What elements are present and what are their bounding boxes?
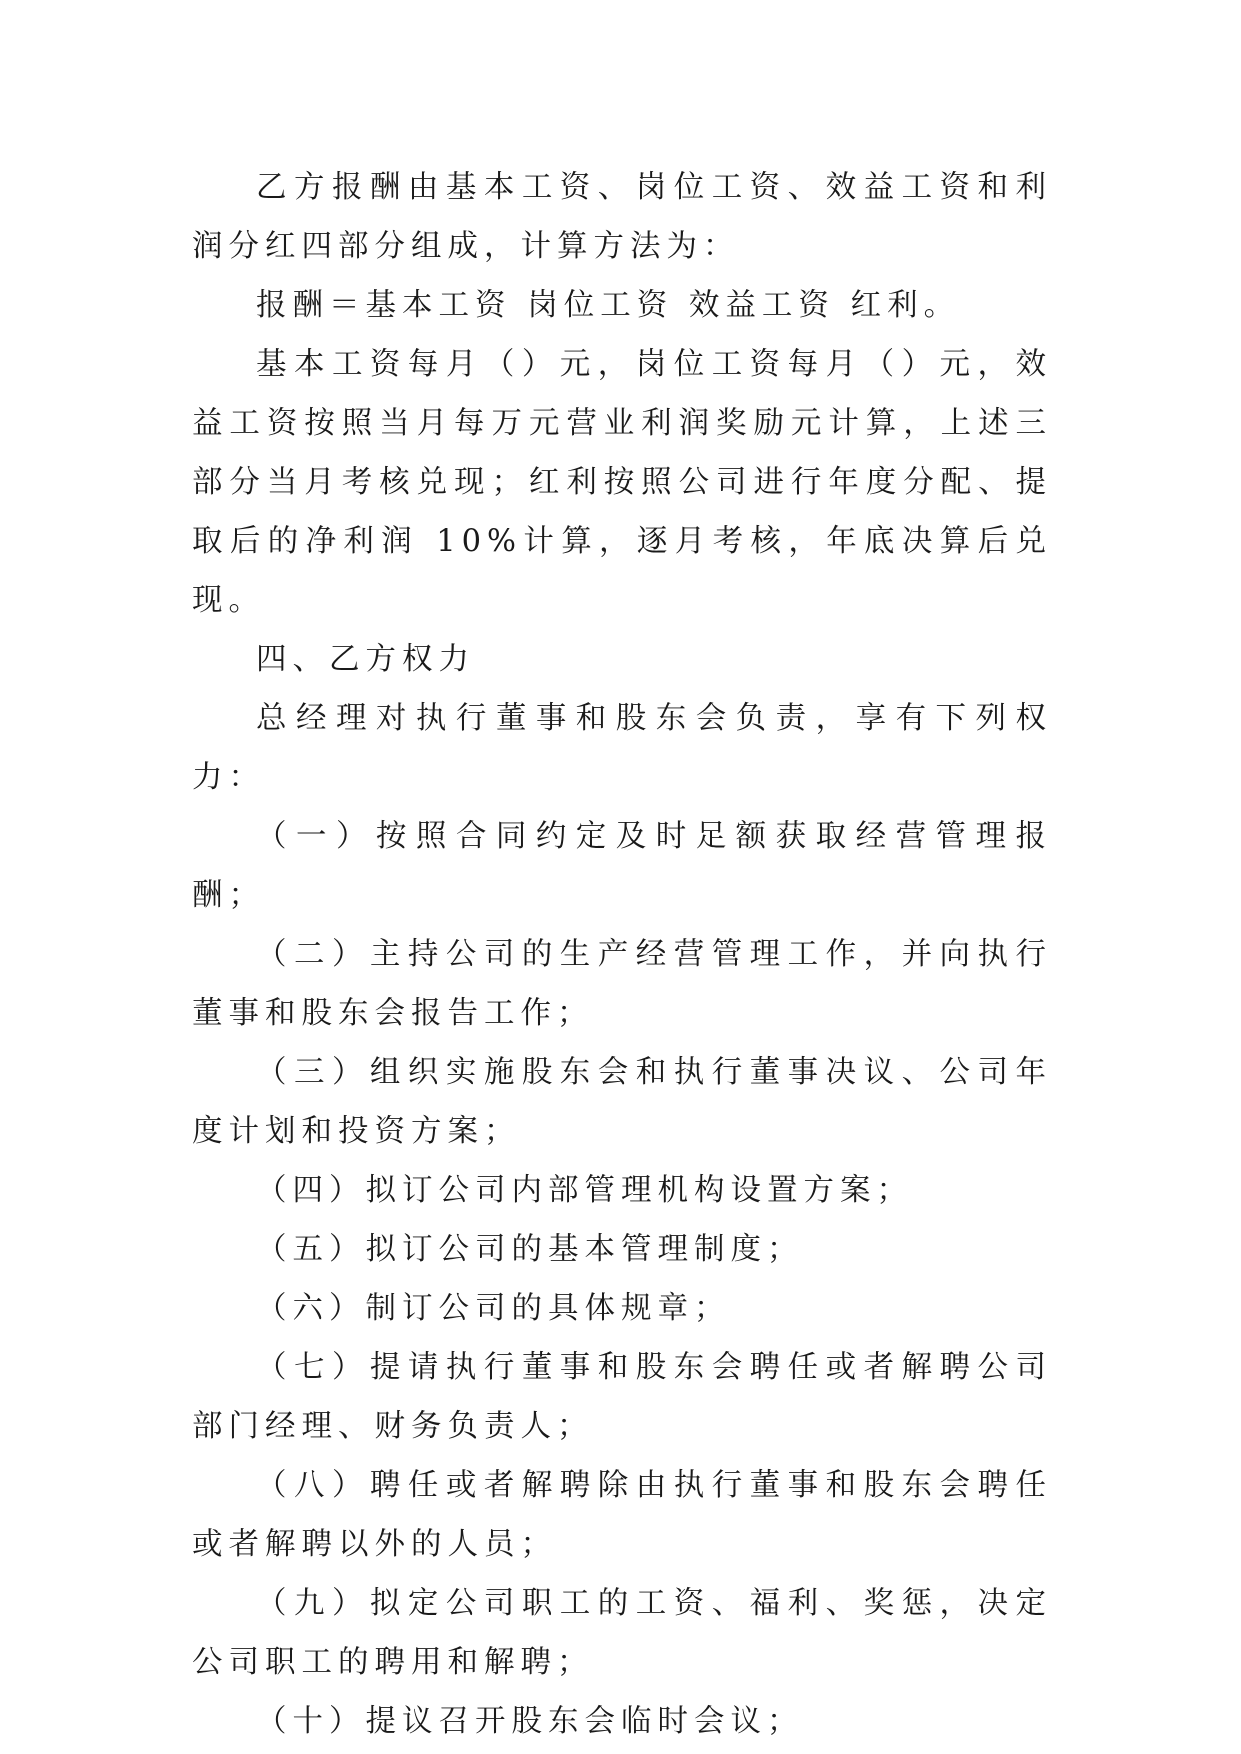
list-item-power-3: （三）组织实施股东会和执行董事决议、公司年度计划和投资方案； — [192, 1055, 1052, 1149]
list-item-power-10: （十）提议召开股东会临时会议； — [256, 1704, 804, 1739]
paragraph-remuneration-composition: 乙方报酬由基本工资、岗位工资、效益工资和利润分红四部分组成，计算方法为： — [192, 170, 1052, 264]
list-item-power-6: （六）制订公司的具体规章； — [256, 1291, 731, 1326]
paragraph-remuneration-formula: 报酬＝基本工资 岗位工资 效益工资 红利。 — [256, 288, 961, 323]
list-item-power-9: （九）拟定公司职工的工资、福利、奖惩，决定公司职工的聘用和解聘； — [192, 1586, 1052, 1680]
paragraph-salary-details: 基本工资每月（）元，岗位工资每月（）元，效益工资按照当月每万元营业利润奖励元计算，上述三部分当月考核兑现；红利按照公司进行年度分配、提取后的净利润 10%计算，逐月考核，年底决算后兑现。 — [192, 347, 1052, 618]
paragraph-powers-intro: 总经理对执行董事和股东会负责，享有下列权力： — [192, 701, 1052, 795]
list-item-power-5: （五）拟订公司的基本管理制度； — [256, 1232, 804, 1267]
list-item-power-7: （七）提请执行董事和股东会聘任或者解聘公司部门经理、财务负责人； — [192, 1350, 1052, 1444]
list-item-power-1: （一）按照合同约定及时足额获取经营管理报酬； — [192, 819, 1052, 913]
document-body — [192, 158, 1052, 1751]
list-item-power-4: （四）拟订公司内部管理机构设置方案； — [256, 1173, 913, 1208]
list-item-power-2: （二）主持公司的生产经营管理工作，并向执行董事和股东会报告工作； — [192, 937, 1052, 1031]
section-heading-party-b-powers: 四、乙方权力 — [256, 642, 475, 677]
list-item-power-8: （八）聘任或者解聘除由执行董事和股东会聘任或者解聘以外的人员； — [192, 1468, 1052, 1562]
